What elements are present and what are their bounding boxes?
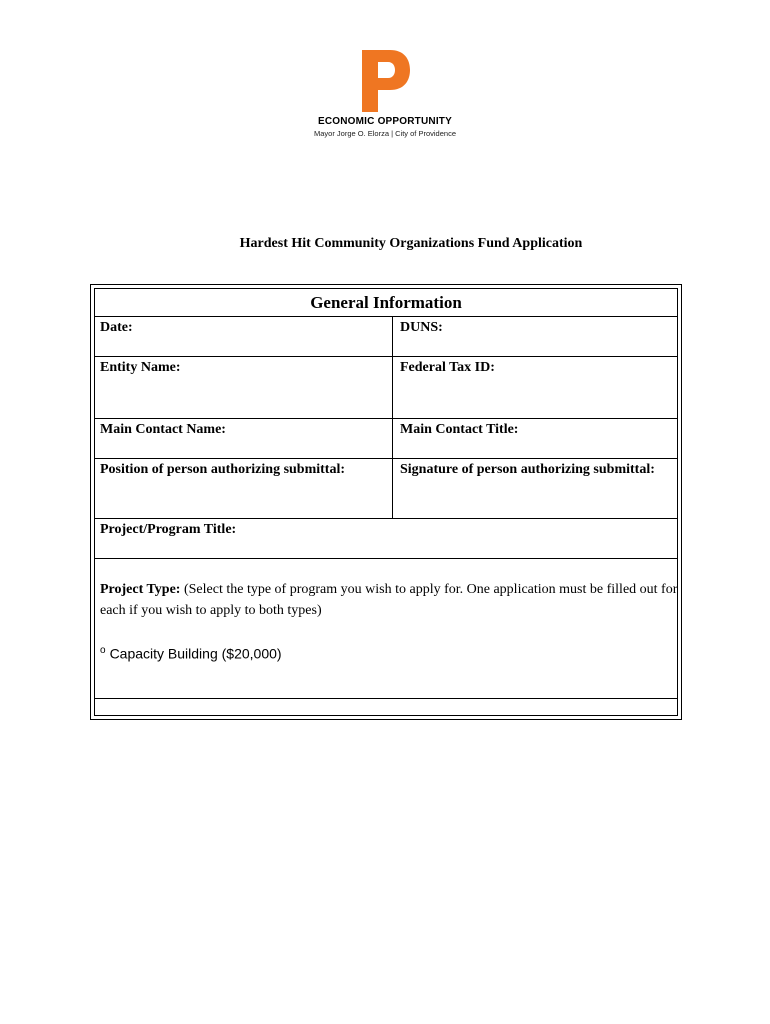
option-label: Capacity Building ($20,000)	[109, 645, 282, 662]
divider	[95, 458, 677, 459]
position-label: Position of person authorizing submittal:	[100, 462, 346, 477]
section-title: General Information	[310, 293, 462, 312]
date-label: Date:	[100, 320, 133, 335]
entity-name-label: Entity Name:	[100, 360, 181, 375]
form-inner-frame	[94, 288, 678, 716]
capacity-building-option[interactable]	[100, 645, 282, 662]
federal-tax-id-label: Federal Tax ID:	[400, 360, 495, 375]
document-title: Hardest Hit Community Organizations Fund Application	[239, 236, 583, 251]
duns-label: DUNS:	[400, 320, 443, 335]
column-divider	[392, 316, 393, 518]
signature-label: Signature of person authorizing submittal:	[400, 462, 655, 477]
divider	[95, 418, 677, 419]
main-contact-name-label: Main Contact Name:	[100, 422, 226, 437]
general-information-form	[90, 284, 682, 720]
divider	[95, 518, 677, 519]
main-contact-title-label: Main Contact Title:	[400, 422, 519, 437]
option-bullet: o	[100, 645, 106, 656]
logo-subtitle: Mayor Jorge O. Elorza | City of Providence	[313, 129, 456, 138]
divider	[95, 316, 677, 317]
project-type-instructions: (Select the type of program you wish to apply for. One application must be filled out for each if you wish to apply to both types)	[100, 582, 678, 618]
project-title-label: Project/Program Title:	[100, 522, 237, 537]
logo	[0, 50, 770, 138]
logo-title: ECONOMIC OPPORTUNITY	[317, 116, 452, 127]
project-type-paragraph	[100, 579, 680, 621]
divider	[95, 558, 677, 559]
divider	[95, 356, 677, 357]
divider	[95, 698, 677, 699]
p-logo-icon	[360, 50, 410, 112]
project-type-label: Project Type:	[100, 582, 181, 597]
